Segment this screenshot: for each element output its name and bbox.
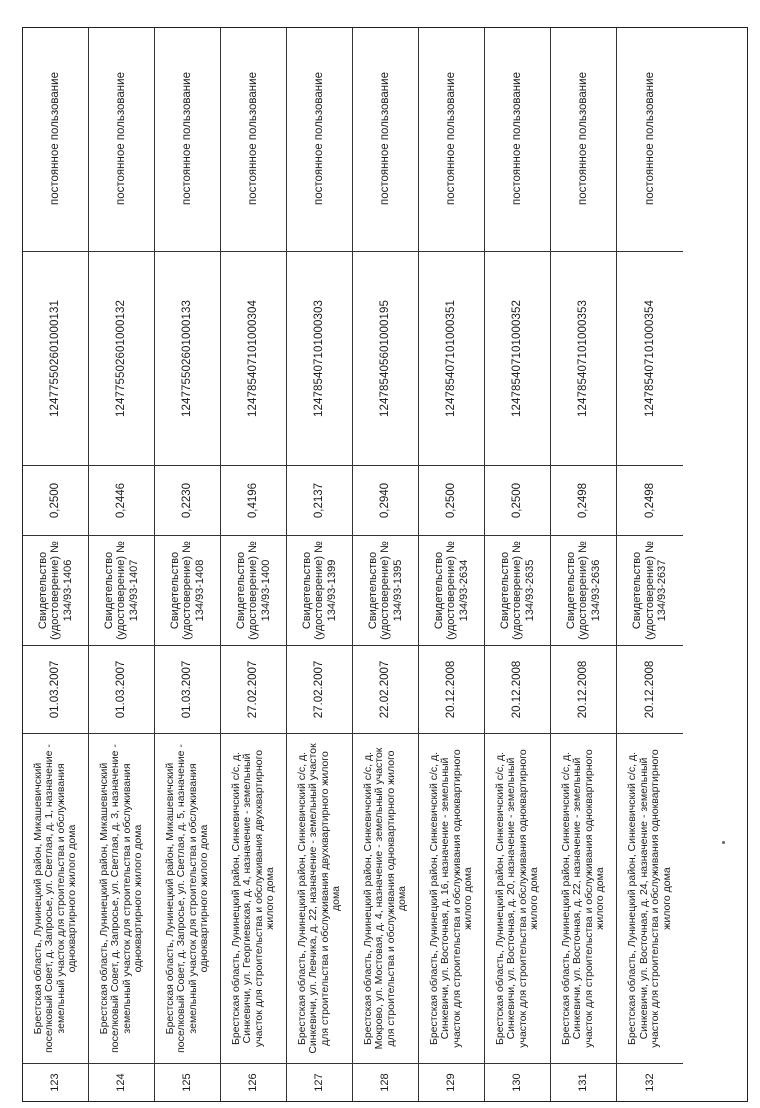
plot-area: 0,4196 (221, 465, 286, 535)
row-number: 127 (287, 1063, 352, 1101)
row-number: 129 (419, 1063, 484, 1101)
table-row (287, 28, 353, 1101)
right-type: постоянное пользование (115, 72, 128, 205)
table-row (419, 28, 485, 1101)
plot-address: Брестская область, Лунинецкий район, Синкевичский с/с, д. Мокрово, ул. Мостовая, д. 4, назначение - земельный участок для строительства и обслуживания одноквартирного жилого дома (353, 733, 418, 1063)
registration-date: 27.02.2007 (287, 645, 352, 733)
row-number: 126 (221, 1063, 286, 1101)
cadastral-number: 124785407101000353 (551, 251, 616, 465)
plot-area: 0,2446 (89, 465, 154, 535)
plot-area: 0,2500 (23, 465, 88, 535)
plot-address: Брестская область, Лунинецкий район, Синкевичский с/с, д. Синкевичи, ул. Восточная, д. 22, назначение - земельный участок для строительства и обслуживания одноквартирного жилого дома (551, 733, 616, 1063)
table-row (89, 28, 155, 1101)
cadastral-number: 124785405601000195 (353, 251, 418, 465)
certificate: Свидетельство (удостоверение) № 134/93-2634 (419, 535, 484, 645)
cadastral-number: 124785407101000303 (287, 251, 352, 465)
plot-area: 0,2137 (287, 465, 352, 535)
certificate: Свидетельство (удостоверение) № 134/93-2636 (551, 535, 616, 645)
land-plots-table (22, 27, 748, 1102)
plot-address: Брестская область, Лунинецкий район, Микашевичский поселковый Совет, д. Запросье, ул. Светлая, д. 5, назначение - земельный участок для строительства и обслуживания одноквартирного жилого дома (155, 733, 220, 1063)
plot-area: 0,2230 (155, 465, 220, 535)
table-row (23, 28, 89, 1101)
scan-speck (722, 841, 725, 844)
right-type: постоянное пользование (313, 72, 326, 205)
plot-area: 0,2500 (485, 465, 550, 535)
right-type: постоянное пользование (181, 72, 194, 205)
cadastral-number: 124775502601000131 (23, 251, 88, 465)
certificate: Свидетельство (удостоверение) № 134/93-1407 (89, 535, 154, 645)
certificate: Свидетельство (удостоверение) № 134/93-2635 (485, 535, 550, 645)
plot-address: Брестская область, Лунинецкий район, Синкевичский с/с, д. Синкевичи, ул. Восточная, д. 24, назначение - земельный участок для строительства и обслуживания одноквартирного жилого дома (617, 733, 683, 1063)
plot-area: 0,2940 (353, 465, 418, 535)
table-row (155, 28, 221, 1101)
certificate: Свидетельство (удостоверение) № 134/93-1395 (353, 535, 418, 645)
table-row (221, 28, 287, 1101)
cadastral-number: 124785407101000304 (221, 251, 286, 465)
right-type: постоянное пользование (49, 72, 62, 205)
plot-area: 0,2498 (551, 465, 616, 535)
registration-date: 01.03.2007 (89, 645, 154, 733)
right-type: постоянное пользование (577, 72, 590, 205)
row-number: 123 (23, 1063, 88, 1101)
registration-date: 20.12.2008 (419, 645, 484, 733)
row-number: 132 (617, 1063, 683, 1101)
registration-date: 01.03.2007 (155, 645, 220, 733)
right-type: постоянное пользование (445, 72, 458, 205)
certificate: Свидетельство (удостоверение) № 134/93-1406 (23, 535, 88, 645)
row-number: 125 (155, 1063, 220, 1101)
plot-address: Брестская область, Лунинецкий район, Синкевичский с/с, д. Синкевичи, ул. Левчика, д. 22, назначение - земельный участок для строительства и обслуживания двухквартирного жилого дома (287, 733, 352, 1063)
row-number: 124 (89, 1063, 154, 1101)
table-row (551, 28, 617, 1101)
certificate: Свидетельство (удостоверение) № 134/93-1400 (221, 535, 286, 645)
plot-area: 0,2500 (419, 465, 484, 535)
row-number: 128 (353, 1063, 418, 1101)
certificate: Свидетельство (удостоверение) № 134/93-1408 (155, 535, 220, 645)
table-row (617, 28, 683, 1101)
plot-address: Брестская область, Лунинецкий район, Синкевичский с/с, д. Синкевичи, ул. Восточная, д. 16, назначение - земельный участок для строительства и обслуживания одноквартирного жилого дома (419, 733, 484, 1063)
certificate: Свидетельство (удостоверение) № 134/93-2637 (617, 535, 683, 645)
plot-address: Брестская область, Лунинецкий район, Синкевичский с/с, д. Синкевичи, ул. Восточная, д. 20, назначение - земельный участок для строительства и обслуживания одноквартирного жилого дома (485, 733, 550, 1063)
plot-area: 0,2498 (617, 465, 683, 535)
cadastral-number: 124785407101000351 (419, 251, 484, 465)
row-number: 130 (485, 1063, 550, 1101)
right-type: постоянное пользование (247, 72, 260, 205)
registration-date: 22.02.2007 (353, 645, 418, 733)
plot-address: Брестская область, Лунинецкий район, Синкевичский с/с, д. Синкевичи, ул. Георгиевская, д. 4, назначение - земельный участок для строительства и обслуживания двухквартирного жилого дома (221, 733, 286, 1063)
row-number: 131 (551, 1063, 616, 1101)
plot-address: Брестская область, Лунинецкий район, Микашевичский поселковый Совет, д. Запросье, ул. Светлая, д. 3, назначение - земельный участок для строительства и обслуживания одноквартирного жилого дома (89, 733, 154, 1063)
registration-date: 27.02.2007 (221, 645, 286, 733)
cadastral-number: 124785407101000352 (485, 251, 550, 465)
cadastral-number: 124775502601000133 (155, 251, 220, 465)
table-row (353, 28, 419, 1101)
plot-address: Брестская область, Лунинецкий район, Микашевичский поселковый Совет, д. Запросье, ул. Светлая, д. 1, назначение - земельный участок для строительства и обслуживания одноквартирного жилого дома (23, 733, 88, 1063)
registration-date: 20.12.2008 (551, 645, 616, 733)
table-row (485, 28, 551, 1101)
right-type: постоянное пользование (643, 72, 656, 205)
cadastral-number: 124775502601000132 (89, 251, 154, 465)
registration-date: 20.12.2008 (485, 645, 550, 733)
certificate: Свидетельство (удостоверение) № 134/93-1399 (287, 535, 352, 645)
cadastral-number: 124785407101000354 (617, 251, 683, 465)
right-type: постоянное пользование (379, 72, 392, 205)
right-type: постоянное пользование (511, 72, 524, 205)
registration-date: 20.12.2008 (617, 645, 683, 733)
registration-date: 01.03.2007 (23, 645, 88, 733)
